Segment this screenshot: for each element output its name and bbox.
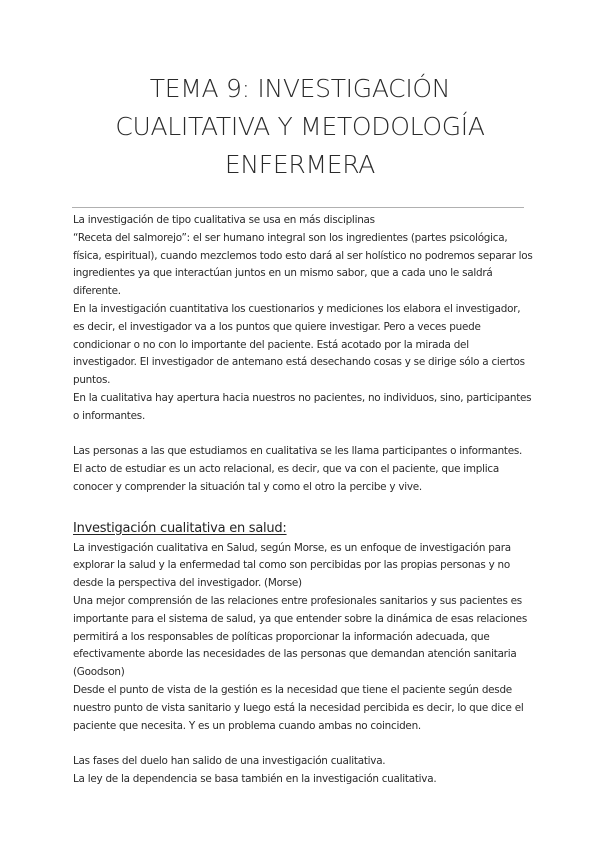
section-heading: Investigación cualitativa en salud:: [73, 520, 287, 536]
paragraph: En la investigación cuantitativa los cuestionarios y mediciones los elabora el investigador, es decir, el investigador va a los puntos que quiere investigar. Pero a veces puede condicionar o no con lo importante del paciente. Está acotado por la mirada del investigador. El investigador de antemano está desechando cosas y se dirige sólo a ciertos puntos.: [73, 302, 525, 387]
paragraph: Las personas a las que estudiamos en cualitativa se les llama participantes o informantes.: [73, 445, 523, 458]
paragraph: Las fases del duelo han salido de una investigación cualitativa.: [73, 755, 386, 768]
paragraph: “Receta del salmorejo”: el ser humano integral son los ingredientes (partes psicológica, física, espiritual), cuando mezclemos todo esto dará al ser holístico no podremos separar los ingredientes ya que interactúan juntos en un mismo sabor, que a cada uno le saldrá diferente.: [73, 231, 533, 298]
document-body: [73, 212, 533, 789]
paragraph: Desde el punto de vista de la gestión es la necesidad que tiene el paciente según desde nuestro punto de vista sanitario y luego está la necesidad percibida es decir, lo que dice el paciente que necesita. Y es un problema cuando ambas no coinciden.: [73, 683, 524, 732]
title-divider: [72, 207, 524, 208]
paragraph: La investigación de tipo cualitativa se usa en más disciplinas: [73, 214, 375, 226]
paragraph: Una mejor comprensión de las relaciones entre profesionales sanitarios y sus pacientes es importante para el sistema de salud, ya que entender sobre la dinámica de esas relaciones permitirá a los responsables de políticas proporcionar la información adecuada, que efectivamente aborde las necesidades de las personas que demandan atención sanitaria (Goodson): [73, 594, 527, 679]
paragraph: La ley de la dependencia se basa también en la investigación cualitativa.: [73, 772, 437, 785]
paragraph: En la cualitativa hay apertura hacia nuestros no pacientes, no individuos, sino, participantes o informantes.: [73, 391, 532, 422]
title-line: ENFERMERA: [224, 150, 376, 179]
blank-line: [73, 735, 533, 753]
blank-line: [73, 497, 533, 515]
blank-line: [73, 426, 533, 444]
paragraph: La investigación cualitativa en Salud, según Morse, es un enfoque de investigación para explorar la salud y la enfermedad tal como son percibidas por las propias personas y no desde la perspectiva del investigador. (Morse): [73, 541, 511, 590]
title-line: TEMA 9: INVESTIGACIÓN: [149, 74, 451, 103]
title-line: CUALITATIVA Y METODOLOGÍA: [115, 112, 485, 141]
document-title: [60, 70, 540, 184]
paragraph: El acto de estudiar es un acto relacional, es decir, que va con el paciente, que implica conocer y comprender la situación tal y como el otro la percibe y vive.: [73, 463, 499, 493]
